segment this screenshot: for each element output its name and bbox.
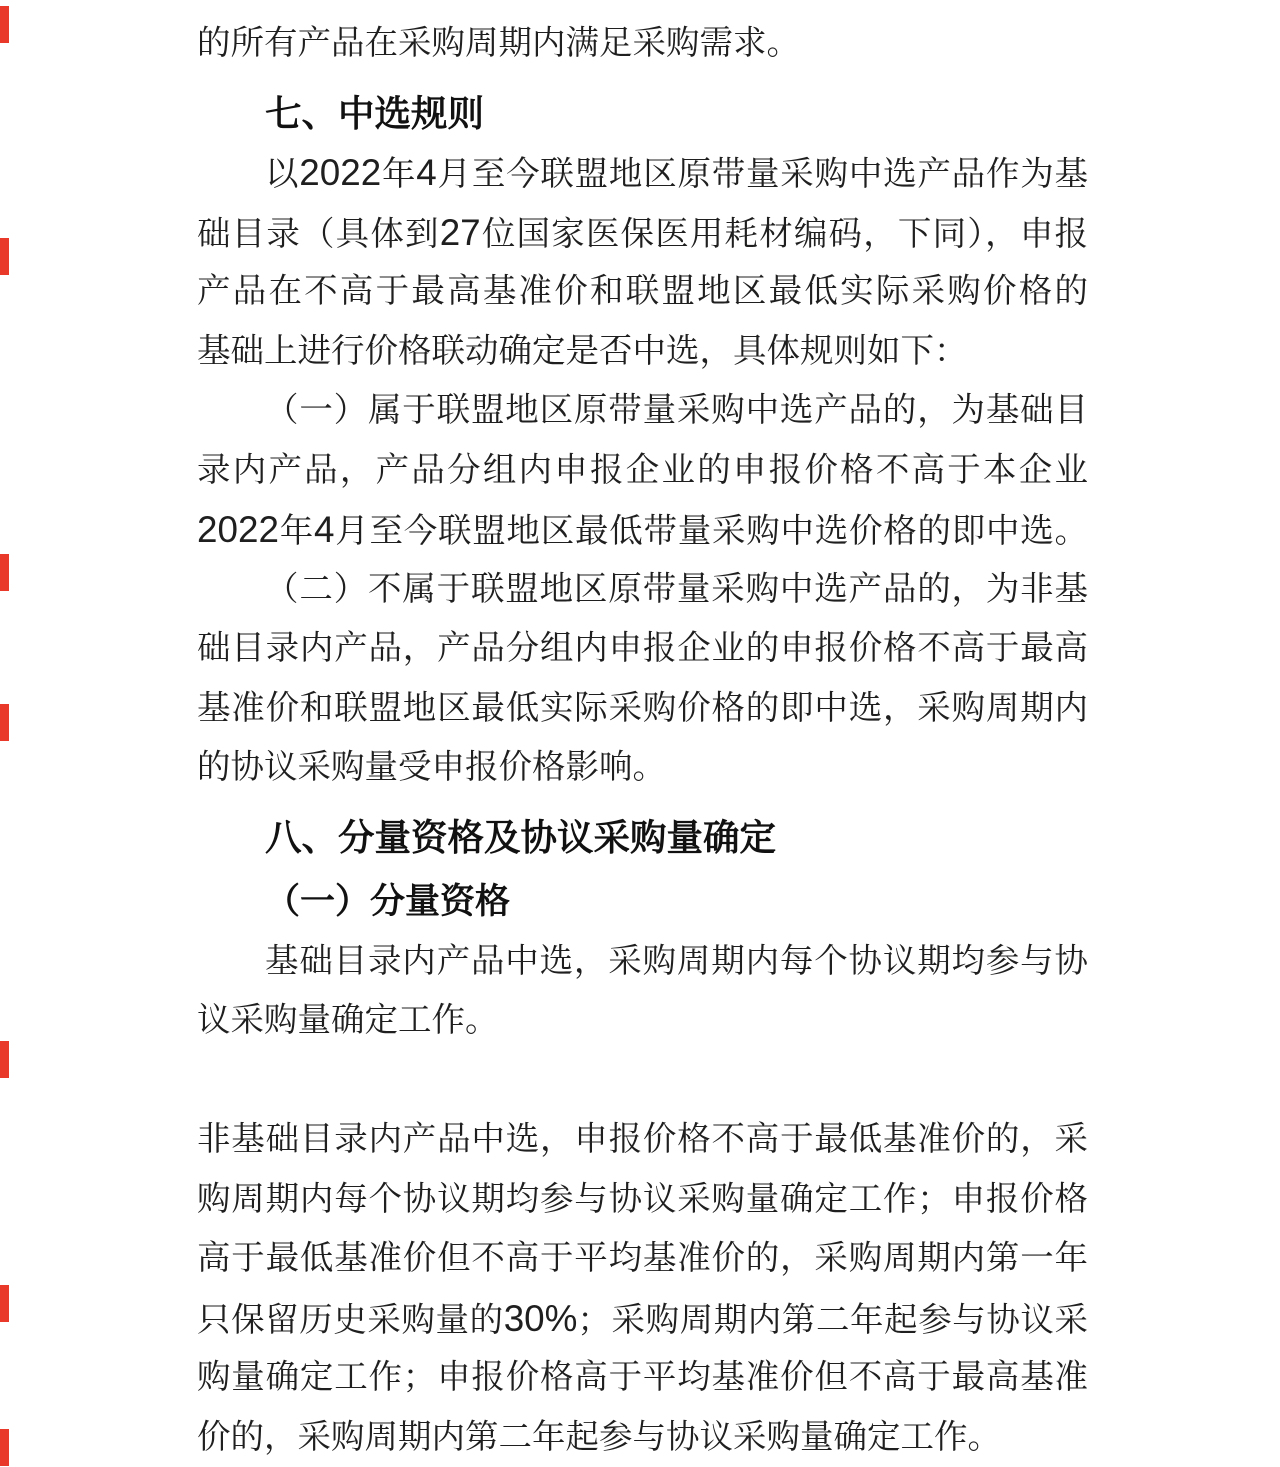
doc-line: 基准价和联盟地区最低实际采购价格的即中选，采购周期内 bbox=[197, 679, 1088, 739]
document-body bbox=[197, 14, 1088, 1467]
red-edge-mark bbox=[0, 704, 9, 741]
doc-line: 2022年4月至今联盟地区最低带量采购中选价格的即中选。 bbox=[197, 500, 1088, 560]
doc-line: 价的，采购周期内第二年起参与协议采购量确定工作。 bbox=[197, 1408, 1088, 1467]
doc-line: 只保留历史采购量的30%；采购周期内第二年起参与协议采 bbox=[197, 1289, 1088, 1349]
red-edge-mark bbox=[0, 6, 9, 43]
doc-line: 购量确定工作；申报价格高于平均基准价但不高于最高基准 bbox=[197, 1348, 1088, 1408]
doc-line: 议采购量确定工作。 bbox=[197, 991, 1088, 1051]
blank-line bbox=[197, 1051, 1088, 1111]
red-edge-mark bbox=[0, 1285, 9, 1322]
doc-line: （一）属于联盟地区原带量采购中选产品的，为基础目 bbox=[197, 381, 1088, 441]
doc-line: 的所有产品在采购周期内满足采购需求。 bbox=[197, 14, 1088, 74]
doc-line: 产品在不高于最高基准价和联盟地区最低实际采购价格的 bbox=[197, 262, 1088, 322]
doc-line: （二）不属于联盟地区原带量采购中选产品的，为非基 bbox=[197, 560, 1088, 620]
doc-line: 础目录（具体到27位国家医保医用耗材编码，下同），申报 bbox=[197, 203, 1088, 263]
red-edge-mark bbox=[0, 1041, 9, 1078]
sub-heading-1: （一）分量资格 bbox=[197, 872, 1088, 932]
doc-line: 的协议采购量受申报价格影响。 bbox=[197, 738, 1088, 798]
doc-line: 以2022年4月至今联盟地区原带量采购中选产品作为基 bbox=[197, 143, 1088, 203]
doc-line: 础目录内产品，产品分组内申报企业的申报价格不高于最高 bbox=[197, 619, 1088, 679]
doc-line: 购周期内每个协议期均参与协议采购量确定工作；申报价格 bbox=[197, 1170, 1088, 1230]
doc-line: 高于最低基准价但不高于平均基准价的，采购周期内第一年 bbox=[197, 1229, 1088, 1289]
red-edge-mark bbox=[0, 238, 9, 275]
doc-line: 基础目录内产品中选，采购周期内每个协议期均参与协 bbox=[197, 932, 1088, 992]
red-edge-mark bbox=[0, 1429, 9, 1466]
red-edge-mark bbox=[0, 554, 9, 591]
doc-line: 基础上进行价格联动确定是否中选，具体规则如下： bbox=[197, 322, 1088, 382]
section-heading-8: 八、分量资格及协议采购量确定 bbox=[197, 808, 1088, 868]
doc-line: 非基础目录内产品中选，申报价格不高于最低基准价的，采 bbox=[197, 1110, 1088, 1170]
doc-line: 录内产品，产品分组内申报企业的申报价格不高于本企业 bbox=[197, 441, 1088, 501]
section-heading-7: 七、中选规则 bbox=[197, 84, 1088, 144]
